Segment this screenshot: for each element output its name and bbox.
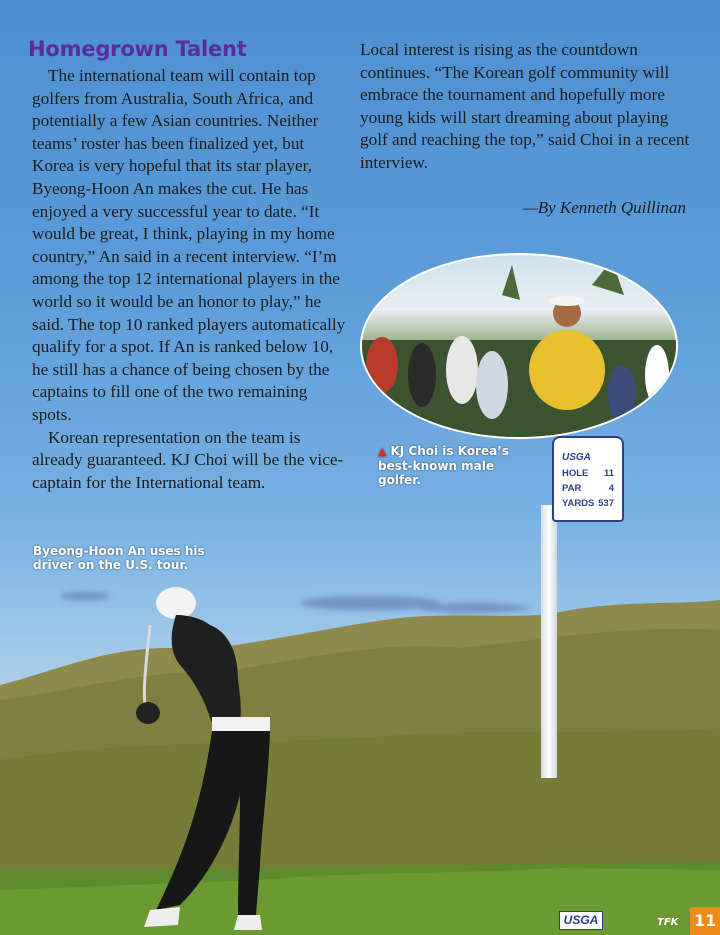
paragraph: The international team will contain top golfers from Australia, South Africa, and potentially a few Asian countries. Neither teams’ roster has been finalized yet, but Korea is very hopeful that its star player, Byeong-Hoon An makes the cut. He has enjoyed a very successful year to date. “It would be great, I think, playing in my home country,” An said in a recent interview. “I’m among the top 12 international players in the world so it would be an honor to play,” he said. The top 10 ranked players automatically qualify for a spot. If An is ranked below 10, he still has a chance of being chosen by the captains to fill one of the two remaining spots. [32, 66, 346, 424]
usga-logo: USGA [559, 911, 603, 930]
caption-an: Byeong-Hoon An uses his driver on the U.S. tour. [33, 544, 205, 572]
sign-brand: USGA [562, 452, 591, 463]
article-column-2 [360, 39, 690, 175]
article-column-1 [32, 65, 347, 494]
tee-sign-post [541, 505, 557, 778]
tee-sign [552, 436, 624, 522]
sign-label: YARDS [562, 498, 595, 509]
paragraph: Korean representation on the team is already guaranteed. KJ Choi will be the vice-captain for the International team. [32, 427, 344, 492]
sign-value: 11 [603, 468, 614, 479]
magazine-name: TFK [657, 917, 679, 928]
byline: —By Kenneth Quillinan [522, 198, 686, 217]
sign-label: HOLE [562, 468, 589, 479]
sign-value: 4 [608, 483, 614, 494]
article-heading: Homegrown Talent [28, 37, 247, 61]
sign-value: 537 [598, 498, 614, 509]
choi-photo [360, 253, 678, 439]
page-number: 11 [690, 907, 720, 935]
golfer-photo [120, 585, 300, 935]
caption-choi-text: KJ Choi is Korea’s best-known male golfer. [378, 444, 509, 487]
sign-label: PAR [562, 483, 582, 494]
paragraph: Local interest is rising as the countdown continues. “The Korean golf community will embrace the tournament and hopefully more young kids will start dreaming about playing golf and reaching the top,” said Choi in a recent interview. [360, 40, 690, 172]
caption-choi [378, 444, 513, 487]
triangle-up-icon: ▲ [378, 445, 387, 458]
crowd-scene [362, 255, 676, 437]
